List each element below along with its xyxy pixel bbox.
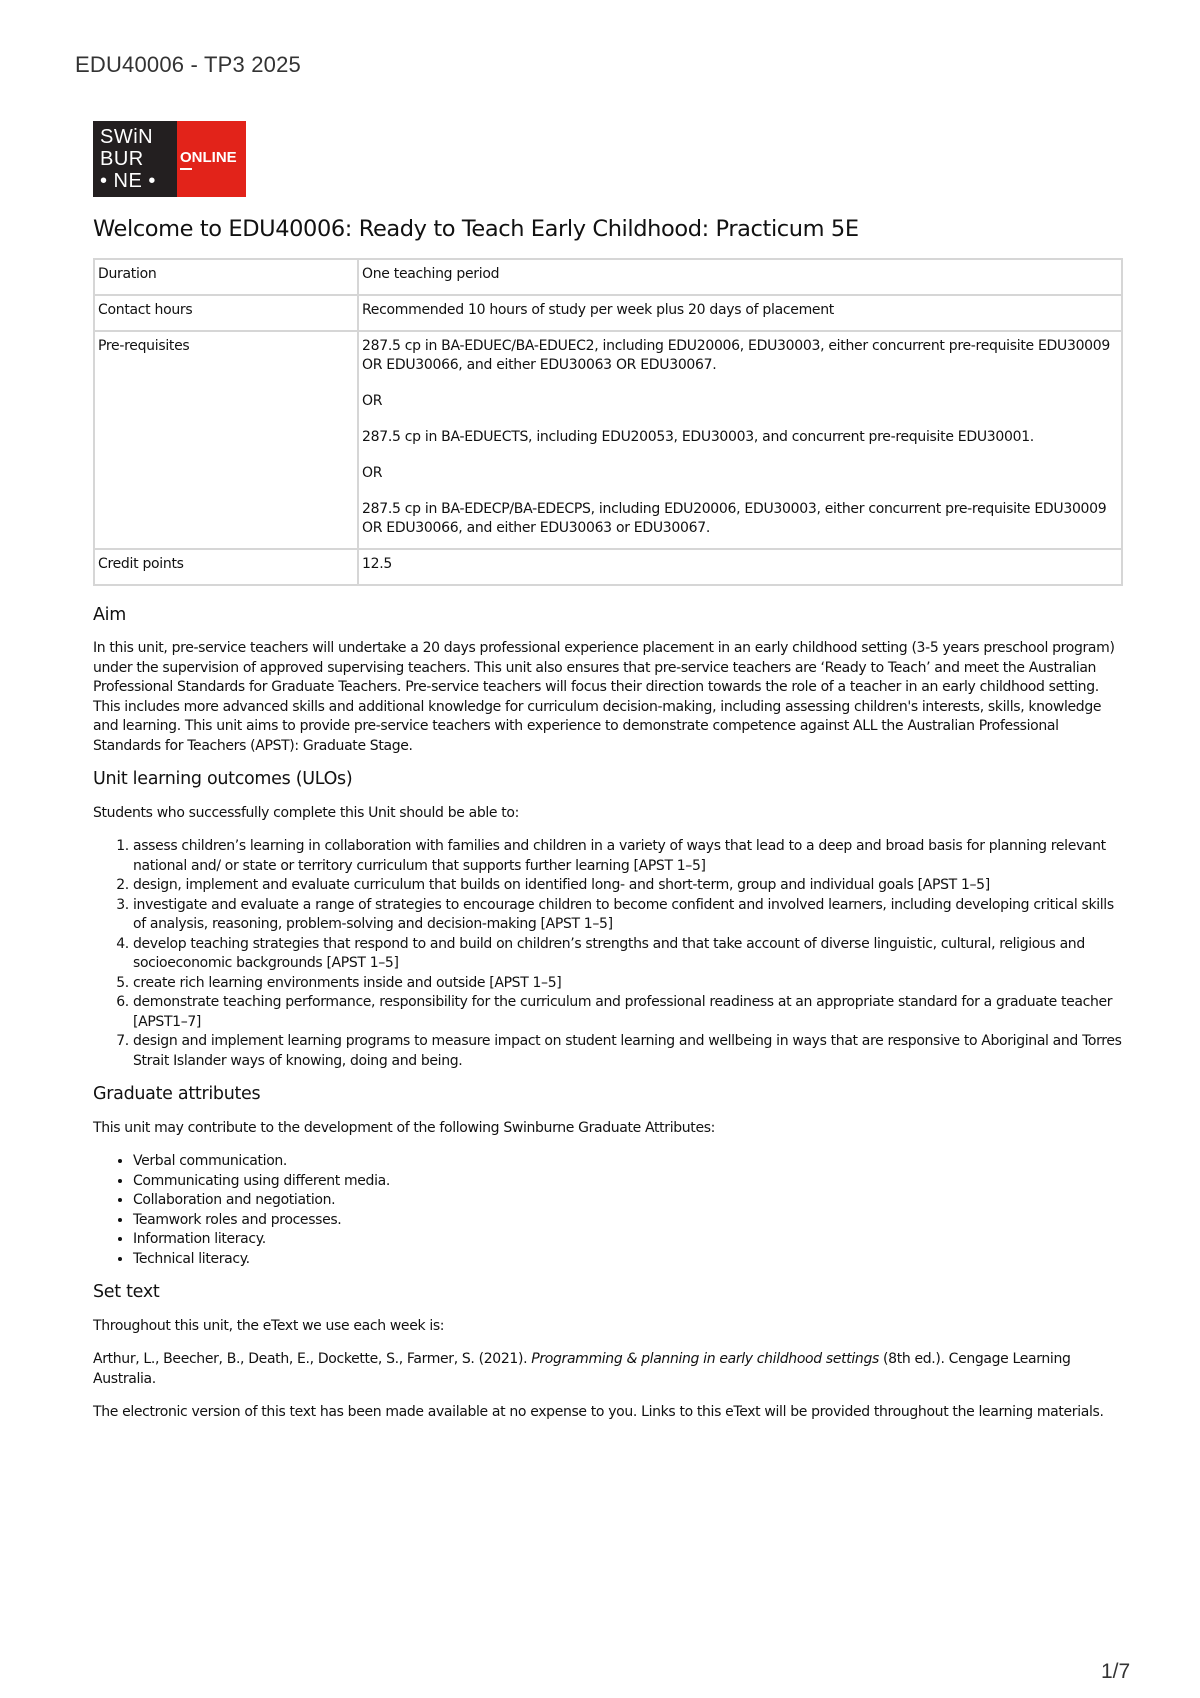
set-text-intro: Throughout this unit, the eText we use each week is: <box>93 1317 445 1334</box>
set-text-citation <box>93 1350 1123 1389</box>
list-item: 3. investigate and evaluate a range of strategies to encourage children to become confident and involved learners, including developing critical skills of analysis, reasoning, problem-solving and decision-making [APST 1–5] <box>133 896 1123 935</box>
row-label: Duration <box>94 259 358 295</box>
list-item: 1. assess children’s learning in collaboration with families and children in a variety of ways that lead to a deep and broad basis for planning relevant national and/ or state or territory curriculum that supports further learning [APST 1–5] <box>133 837 1123 876</box>
value-text: OR <box>362 464 383 481</box>
value-text: 287.5 cp in BA-EDUEC/BA-EDUEC2, including EDU20006, EDU30003, either concurrent pre-requisite EDU30009 OR EDU30066, and either EDU30063 OR EDU30067. <box>362 337 1111 373</box>
ulos-intro: Students who successfully complete this Unit should be able to: <box>93 804 519 821</box>
table-row <box>94 331 1122 549</box>
online-label: ONLINE <box>180 148 237 166</box>
ulos-list <box>93 837 1123 1071</box>
list-item: 4. develop teaching strategies that respond to and build on children’s strengths and that take account of diverse linguistic, cultural, religious and socioeconomic backgrounds [APST 1–5] <box>133 935 1123 974</box>
row-label: Pre-requisites <box>94 331 358 549</box>
logo-line: SWiN <box>100 126 154 148</box>
table-row <box>94 549 1122 585</box>
set-text-note: The electronic version of this text has been made available at no expense to you. Links to this eText will be provided throughout the learning materials. <box>93 1404 1104 1420</box>
value-text: 12.5 <box>362 555 392 572</box>
page-number: 1/7 <box>1101 1660 1131 1683</box>
ulos-heading: Unit learning outcomes (ULOs) <box>93 769 353 789</box>
aim-heading: Aim <box>93 604 126 625</box>
list-item: • Technical literacy. <box>133 1250 1123 1270</box>
table-row <box>94 295 1122 331</box>
citation-title: Programming & planning in early childhood settings <box>531 1351 879 1367</box>
row-label: Contact hours <box>94 295 358 331</box>
value-text: 287.5 cp in BA-EDECP/BA-EDECPS, including EDU20006, EDU30003, either concurrent pre-requisite EDU30009 OR EDU30066, and either EDU30063 or EDU30067. <box>362 500 1107 536</box>
value-text: OR <box>362 392 383 409</box>
list-item: 2. design, implement and evaluate curriculum that builds on identified long- and short-term, group and individual goals [APST 1–5] <box>133 876 1123 896</box>
document-header-title: EDU40006 - TP3 2025 <box>75 52 301 77</box>
value-text: One teaching period <box>362 265 500 282</box>
swinburne-logo-mark <box>93 121 177 197</box>
row-value <box>358 259 1122 295</box>
list-item: • Collaboration and negotiation. <box>133 1191 1123 1211</box>
list-item: • Communicating using different media. <box>133 1172 1123 1192</box>
unit-info-table <box>93 258 1123 586</box>
logo-line: BUR <box>100 148 144 170</box>
value-text: Recommended 10 hours of study per week plus 20 days of placement <box>362 301 834 318</box>
list-item: 5. create rich learning environments inside and outside [APST 1–5] <box>133 974 1123 994</box>
online-badge <box>177 121 246 197</box>
table-row <box>94 259 1122 295</box>
row-value <box>358 331 1122 549</box>
value-text: 287.5 cp in BA-EDUECTS, including EDU20053, EDU30003, and concurrent pre-requisite EDU30001. <box>362 428 1034 445</box>
citation-details: (8th ed.). Cengage Learning Australia. <box>93 1351 1071 1387</box>
graduate-attributes-intro: This unit may contribute to the development of the following Swinburne Graduate Attributes: <box>93 1119 716 1136</box>
list-item: 6. demonstrate teaching performance, responsibility for the curriculum and professional readiness at an appropriate standard for a graduate teacher [APST1–7] <box>133 993 1123 1032</box>
citation-authors: Arthur, L., Beecher, B., Death, E., Dockette, S., Farmer, S. (2021). <box>93 1351 532 1367</box>
list-item: 7. design and implement learning programs to measure impact on student learning and wellbeing in ways that are responsive to Aboriginal and Torres Strait Islander ways of knowing, doing and being. <box>133 1032 1123 1071</box>
graduate-attributes-list <box>93 1152 1123 1269</box>
graduate-attributes-heading: Graduate attributes <box>93 1084 261 1104</box>
row-value <box>358 295 1122 331</box>
logo-line: • NE • <box>100 170 156 192</box>
unit-content <box>93 216 1123 1437</box>
set-text-heading: Set text <box>93 1282 160 1302</box>
swinburne-online-logo <box>93 121 246 197</box>
page-title: Welcome to EDU40006: Ready to Teach Early Childhood: Practicum 5E <box>93 216 859 242</box>
online-underline <box>180 168 192 170</box>
list-item: • Information literacy. <box>133 1230 1123 1250</box>
aim-text: In this unit, pre-service teachers will undertake a 20 days professional experience placement in an early childhood setting (3-5 years preschool program) under the supervision of approved supervising teachers. This unit also ensures that pre-service teachers are ‘Ready to Teach’ and meet the Australian Professional Standards for Graduate Teachers. Pre-service teachers will focus their direction towards the role of a teacher in an early childhood setting. This includes more advanced skills and additional knowledge for curriculum decision-making, including assessing children's interests, skills, knowledge and learning. This unit aims to provide pre-service teachers with experience to demonstrate competence against ALL the Australian Professional Standards for Teachers (APST): Graduate Stage. <box>93 640 1115 754</box>
list-item: • Teamwork roles and processes. <box>133 1211 1123 1231</box>
row-value <box>358 549 1122 585</box>
list-item: • Verbal communication. <box>133 1152 1123 1172</box>
row-label: Credit points <box>94 549 358 585</box>
